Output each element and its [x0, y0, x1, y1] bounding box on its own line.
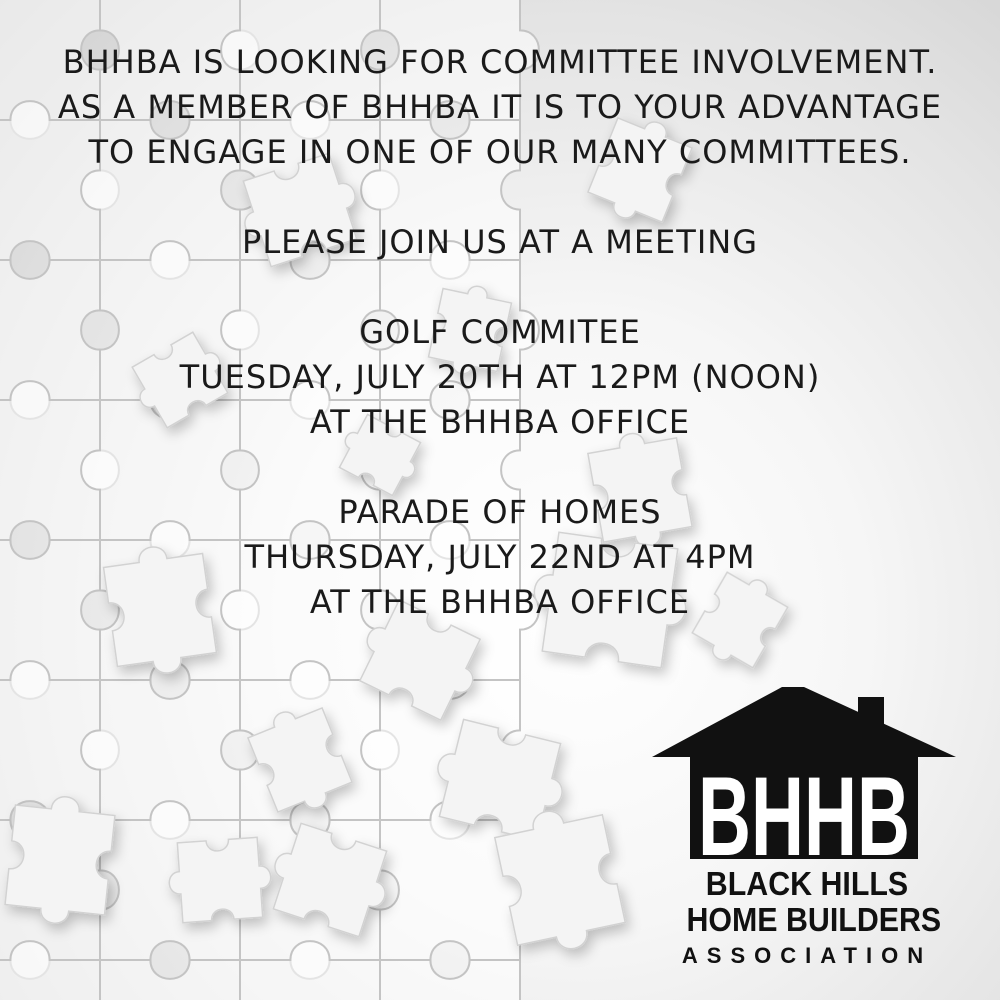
logo-name-line-1: BLACK HILLS	[705, 865, 909, 902]
golf-committee-location: AT THE BHHBA OFFICE	[309, 403, 691, 441]
golf-committee-name: GOLF COMMITEE	[359, 313, 641, 351]
intro-line-1: BHHBA IS LOOKING FOR COMMITTEE INVOLVEMENT.	[62, 43, 938, 81]
puzzle-piece	[81, 960, 240, 1000]
announcement-text	[0, 40, 1000, 625]
parade-of-homes-name: PARADE OF HOMES	[338, 493, 662, 531]
intro-line-3: TO ENGAGE IN ONE OF OUR MANY COMMITTEES.	[88, 133, 912, 171]
logo-name-line-2: HOME BUILDERS	[686, 901, 942, 938]
intro-line-2: AS A MEMBER OF BHHBA IT IS TO YOUR ADVANTAGE	[57, 88, 943, 126]
logo-letters: BHHB	[698, 754, 910, 879]
parade-of-homes-date: THURSDAY, JULY 22ND AT 4PM	[244, 538, 756, 576]
parade-of-homes-location: AT THE BHHBA OFFICE	[309, 583, 691, 621]
meeting-invitation: PLEASE JOIN US AT A MEETING	[242, 223, 758, 261]
golf-committee-date: TUESDAY, JULY 20TH AT 12PM (NOON)	[179, 358, 821, 396]
puzzle-piece	[361, 960, 520, 1000]
logo-name-line-3: ASSOCIATION	[681, 943, 933, 968]
